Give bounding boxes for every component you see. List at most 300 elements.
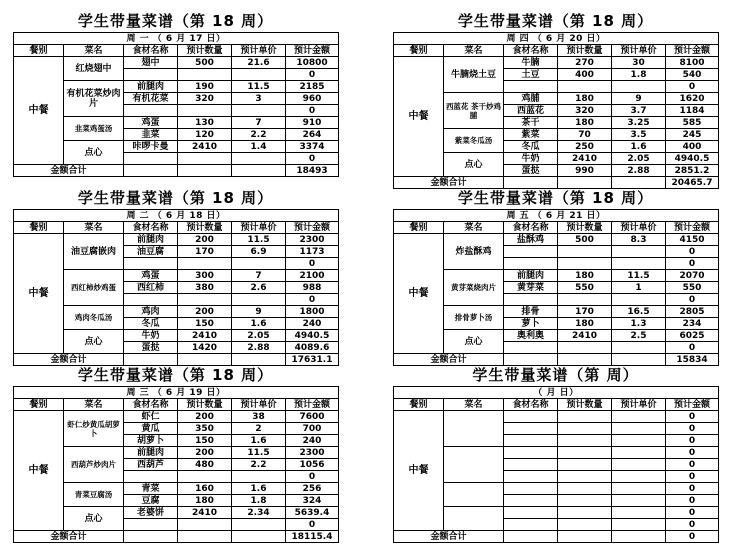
unit-price-cell xyxy=(232,519,286,531)
ingredient-cell: 前腿肉 xyxy=(124,234,178,246)
quantity-cell: 180 xyxy=(558,93,612,105)
ingredient-cell xyxy=(124,258,178,270)
amount-cell: 2805 xyxy=(666,306,719,318)
day-header: 周 四 （ 6 月 20 日） xyxy=(394,33,719,45)
column-header: 预计数量 xyxy=(558,222,612,234)
unit-price-cell: 11.5 xyxy=(232,81,286,93)
unit-price-cell: 9 xyxy=(612,93,666,105)
meal-type: 中餐 xyxy=(14,234,64,354)
amount-cell: 0 xyxy=(666,411,719,423)
amount-cell: 3374 xyxy=(286,141,339,153)
quantity-cell: 150 xyxy=(178,318,232,330)
amount-cell: 245 xyxy=(666,129,719,141)
amount-cell: 240 xyxy=(286,318,339,330)
unit-price-cell: 1.3 xyxy=(612,318,666,330)
unit-price-cell: 2.34 xyxy=(232,507,286,519)
unit-price-cell: 11.5 xyxy=(232,234,286,246)
day-header-row xyxy=(14,33,339,45)
quantity-cell: 990 xyxy=(558,165,612,177)
unit-price-cell: 1.8 xyxy=(232,495,286,507)
dish-name: 西葫芦炒肉片 xyxy=(64,447,124,483)
table-row xyxy=(394,411,719,423)
unit-price-cell xyxy=(612,411,666,423)
unit-price-cell: 2.88 xyxy=(232,342,286,354)
amount-cell: 910 xyxy=(286,117,339,129)
amount-cell: 1800 xyxy=(286,306,339,318)
unit-price-cell: 1.8 xyxy=(612,69,666,81)
column-header: 预计单价 xyxy=(232,222,286,234)
menu-title: 学生带量菜谱（第 18 周） xyxy=(77,189,274,207)
ingredient-cell: 萝卜 xyxy=(504,318,558,330)
unit-price-cell xyxy=(612,342,666,354)
total-amount: 17631.1 xyxy=(286,354,339,366)
amount-cell: 0 xyxy=(666,447,719,459)
day-header: 周 三 （ 6 月 19 日） xyxy=(14,387,339,399)
ingredient-cell: 有机花菜 xyxy=(124,93,178,105)
unit-price-cell: 3.25 xyxy=(612,117,666,129)
dish-name: 牛腩烧土豆 xyxy=(444,57,504,93)
dish-name: 西红柿炒鸡蛋 xyxy=(64,270,124,306)
menu-title: 学生带量菜谱（第 18 周） xyxy=(457,12,654,30)
column-header: 菜名 xyxy=(64,222,124,234)
unit-price-cell: 1.6 xyxy=(612,141,666,153)
quantity-cell: 500 xyxy=(178,57,232,69)
table-row xyxy=(394,234,719,246)
day-header-row xyxy=(394,210,719,222)
unit-price-cell: 1.6 xyxy=(232,435,286,447)
unit-price-cell: 3.5 xyxy=(612,129,666,141)
menu-title: 学生带量菜谱（第 18 周） xyxy=(77,366,274,384)
ingredient-cell: 前腿肉 xyxy=(124,81,178,93)
unit-price-cell: 3.7 xyxy=(612,105,666,117)
total-row xyxy=(14,165,339,177)
column-header-row xyxy=(14,45,339,57)
quantity-cell xyxy=(178,153,232,165)
quantity-cell xyxy=(558,258,612,270)
quantity-cell: 200 xyxy=(178,411,232,423)
column-header: 预计单价 xyxy=(232,399,286,411)
ingredient-cell: 冬瓜 xyxy=(504,141,558,153)
quantity-cell xyxy=(558,411,612,423)
column-header-row xyxy=(14,399,339,411)
column-header: 菜名 xyxy=(444,222,504,234)
column-header-row xyxy=(394,222,719,234)
ingredient-cell xyxy=(504,519,558,531)
column-header: 预计金额 xyxy=(286,45,339,57)
ingredient-cell xyxy=(124,69,178,81)
amount-cell: 0 xyxy=(286,258,339,270)
quantity-cell: 400 xyxy=(558,69,612,81)
quantity-cell: 480 xyxy=(178,459,232,471)
quantity-cell xyxy=(558,519,612,531)
unit-price-cell: 38 xyxy=(232,411,286,423)
quantity-cell xyxy=(558,471,612,483)
dish-name: 青菜豆腐汤 xyxy=(64,483,124,507)
quantity-cell: 200 xyxy=(178,447,232,459)
menu-title: 学生带量菜谱（第 18 周） xyxy=(457,189,654,207)
dish-name: 排骨萝卜汤 xyxy=(444,306,504,330)
dish-name: 点心 xyxy=(64,330,124,354)
column-header: 食材名称 xyxy=(504,399,558,411)
amount-cell: 0 xyxy=(666,507,719,519)
meal-type: 中餐 xyxy=(14,57,64,165)
total-spacer xyxy=(612,531,666,543)
meal-type: 中餐 xyxy=(394,411,444,531)
quantity-cell: 320 xyxy=(558,105,612,117)
dish-name: 红烧翅中 xyxy=(64,57,124,81)
unit-price-cell xyxy=(612,471,666,483)
amount-cell: 400 xyxy=(666,141,719,153)
amount-cell: 264 xyxy=(286,129,339,141)
dish-name: 炸盐酥鸡 xyxy=(444,234,504,270)
unit-price-cell xyxy=(612,507,666,519)
amount-cell: 2300 xyxy=(286,447,339,459)
quantity-cell xyxy=(558,294,612,306)
quantity-cell: 190 xyxy=(178,81,232,93)
ingredient-cell xyxy=(504,435,558,447)
ingredient-cell xyxy=(504,81,558,93)
unit-price-cell xyxy=(232,294,286,306)
dish-name: 韭菜鸡蛋汤 xyxy=(64,117,124,141)
quantity-cell: 2410 xyxy=(178,507,232,519)
dish-name: 有机花菜炒肉片 xyxy=(64,81,124,117)
quantity-cell: 250 xyxy=(558,141,612,153)
ingredient-cell: 鸡脯 xyxy=(504,93,558,105)
unit-price-cell xyxy=(612,483,666,495)
quantity-cell xyxy=(558,423,612,435)
unit-price-cell xyxy=(612,258,666,270)
quantity-cell: 180 xyxy=(178,495,232,507)
total-spacer xyxy=(504,531,558,543)
amount-cell: 2185 xyxy=(286,81,339,93)
total-spacer xyxy=(124,531,178,543)
quantity-cell: 180 xyxy=(558,318,612,330)
column-header: 食材名称 xyxy=(124,45,178,57)
quantity-cell: 180 xyxy=(558,117,612,129)
quantity-cell: 70 xyxy=(558,129,612,141)
dish-name: 西蓝花 茶干炒鸡脯 xyxy=(444,93,504,129)
total-row xyxy=(14,531,339,543)
quantity-cell: 130 xyxy=(178,117,232,129)
quantity-cell xyxy=(558,447,612,459)
ingredient-cell xyxy=(124,153,178,165)
day-header-row xyxy=(14,387,339,399)
total-spacer xyxy=(178,531,232,543)
amount-cell: 700 xyxy=(286,423,339,435)
ingredient-cell: 鸡蛋 xyxy=(124,270,178,282)
amount-cell: 256 xyxy=(286,483,339,495)
ingredient-cell xyxy=(504,411,558,423)
unit-price-cell xyxy=(612,81,666,93)
total-spacer xyxy=(124,165,178,177)
column-header: 预计数量 xyxy=(558,45,612,57)
amount-cell: 1056 xyxy=(286,459,339,471)
quantity-cell xyxy=(558,435,612,447)
unit-price-cell xyxy=(612,423,666,435)
amount-cell: 0 xyxy=(666,471,719,483)
amount-cell: 234 xyxy=(666,318,719,330)
quantity-cell: 270 xyxy=(558,57,612,69)
dish-name: 紫菜冬瓜汤 xyxy=(444,129,504,153)
dish-name xyxy=(444,411,504,447)
quantity-cell: 150 xyxy=(178,435,232,447)
ingredient-cell: 西蓝花 xyxy=(504,105,558,117)
ingredient-cell: 蛋挞 xyxy=(504,165,558,177)
column-header: 预计数量 xyxy=(178,399,232,411)
amount-cell: 0 xyxy=(666,342,719,354)
amount-cell: 0 xyxy=(666,81,719,93)
amount-cell: 0 xyxy=(286,105,339,117)
column-header: 菜名 xyxy=(64,45,124,57)
quantity-cell: 2410 xyxy=(558,153,612,165)
column-header: 餐别 xyxy=(394,399,444,411)
quantity-cell: 380 xyxy=(178,282,232,294)
amount-cell: 540 xyxy=(666,69,719,81)
quantity-cell: 550 xyxy=(558,282,612,294)
quantity-cell xyxy=(558,459,612,471)
unit-price-cell: 2.05 xyxy=(232,330,286,342)
column-header: 菜名 xyxy=(444,45,504,57)
amount-cell: 585 xyxy=(666,117,719,129)
amount-cell: 0 xyxy=(666,483,719,495)
total-row xyxy=(394,531,719,543)
amount-cell: 0 xyxy=(666,495,719,507)
total-amount: 18115.4 xyxy=(286,531,339,543)
total-amount: 15834 xyxy=(666,354,719,366)
amount-cell: 0 xyxy=(286,153,339,165)
day-header: 周 二 （ 6 月 18 日） xyxy=(14,210,339,222)
dish-name xyxy=(444,507,504,531)
quantity-cell: 2410 xyxy=(178,330,232,342)
quantity-cell: 200 xyxy=(178,234,232,246)
column-header: 预计单价 xyxy=(612,222,666,234)
quantity-cell xyxy=(558,81,612,93)
ingredient-cell: 油豆腐 xyxy=(124,246,178,258)
column-header: 菜名 xyxy=(444,399,504,411)
amount-cell: 1184 xyxy=(666,105,719,117)
column-header: 预计数量 xyxy=(558,399,612,411)
column-header: 预计金额 xyxy=(286,399,339,411)
dish-name xyxy=(444,483,504,507)
unit-price-cell xyxy=(612,459,666,471)
ingredient-cell: 黄芽菜 xyxy=(504,282,558,294)
unit-price-cell xyxy=(612,519,666,531)
quantity-cell: 200 xyxy=(178,306,232,318)
amount-cell: 2070 xyxy=(666,270,719,282)
ingredient-cell: 牛奶 xyxy=(124,330,178,342)
unit-price-cell: 11.5 xyxy=(612,270,666,282)
amount-cell: 10800 xyxy=(286,57,339,69)
amount-cell: 6025 xyxy=(666,330,719,342)
amount-cell: 0 xyxy=(666,435,719,447)
quantity-cell: 180 xyxy=(558,270,612,282)
quantity-cell xyxy=(178,69,232,81)
quantity-cell xyxy=(558,483,612,495)
total-label: 金额合计 xyxy=(14,354,124,366)
quantity-cell: 350 xyxy=(178,423,232,435)
table-row xyxy=(14,234,339,246)
menu-blank-template xyxy=(393,364,718,543)
quantity-cell: 320 xyxy=(178,93,232,105)
total-label: 金额合计 xyxy=(14,531,124,543)
ingredient-cell: 奥利奥 xyxy=(504,330,558,342)
column-header: 预计单价 xyxy=(232,45,286,57)
ingredient-cell: 牛腩 xyxy=(504,57,558,69)
unit-price-cell xyxy=(232,258,286,270)
ingredient-cell: 老婆饼 xyxy=(124,507,178,519)
total-spacer xyxy=(232,531,286,543)
amount-cell: 4940.5 xyxy=(666,153,719,165)
unit-price-cell: 2.6 xyxy=(232,282,286,294)
amount-cell: 2851.2 xyxy=(666,165,719,177)
amount-cell: 0 xyxy=(666,246,719,258)
column-header: 餐别 xyxy=(14,222,64,234)
ingredient-cell: 盐酥鸡 xyxy=(504,234,558,246)
amount-cell: 0 xyxy=(666,258,719,270)
total-label: 金额合计 xyxy=(14,165,124,177)
quantity-cell xyxy=(178,519,232,531)
table-row xyxy=(394,57,719,69)
meal-type: 中餐 xyxy=(394,57,444,177)
ingredient-cell: 豆腐 xyxy=(124,495,178,507)
ingredient-cell xyxy=(504,447,558,459)
menu-table xyxy=(393,32,719,189)
amount-cell: 0 xyxy=(666,423,719,435)
unit-price-cell: 2.2 xyxy=(232,129,286,141)
amount-cell: 988 xyxy=(286,282,339,294)
unit-price-cell xyxy=(612,294,666,306)
ingredient-cell xyxy=(124,519,178,531)
menu-friday xyxy=(393,187,718,366)
day-header: （ 月 日） xyxy=(394,387,719,399)
ingredient-cell: 咔啰卡曼 xyxy=(124,141,178,153)
amount-cell: 2300 xyxy=(286,234,339,246)
unit-price-cell: 6.9 xyxy=(232,246,286,258)
column-header: 预计金额 xyxy=(666,399,719,411)
unit-price-cell: 11.5 xyxy=(232,447,286,459)
ingredient-cell: 土豆 xyxy=(504,69,558,81)
column-header: 食材名称 xyxy=(504,222,558,234)
quantity-cell: 120 xyxy=(178,129,232,141)
unit-price-cell: 21.6 xyxy=(232,57,286,69)
unit-price-cell: 16.5 xyxy=(612,306,666,318)
quantity-cell: 160 xyxy=(178,483,232,495)
amount-cell: 960 xyxy=(286,93,339,105)
ingredient-cell: 韭菜 xyxy=(124,129,178,141)
ingredient-cell: 西红柿 xyxy=(124,282,178,294)
column-header: 餐别 xyxy=(14,45,64,57)
menu-table xyxy=(13,209,339,366)
column-header: 预计单价 xyxy=(612,399,666,411)
dish-name: 点心 xyxy=(444,330,504,354)
column-header: 预计金额 xyxy=(666,222,719,234)
menu-wednesday xyxy=(13,364,338,543)
column-header: 食材名称 xyxy=(124,399,178,411)
menu-table xyxy=(13,386,339,543)
ingredient-cell: 翅中 xyxy=(124,57,178,69)
ingredient-cell xyxy=(124,471,178,483)
unit-price-cell xyxy=(612,435,666,447)
quantity-cell xyxy=(558,342,612,354)
unit-price-cell xyxy=(232,153,286,165)
dish-name: 虾仁炒黄瓜胡萝卜 xyxy=(64,411,124,447)
unit-price-cell: 2.2 xyxy=(232,459,286,471)
amount-cell: 7600 xyxy=(286,411,339,423)
unit-price-cell xyxy=(612,495,666,507)
ingredient-cell: 鸡肉 xyxy=(124,306,178,318)
dish-name: 点心 xyxy=(64,141,124,165)
ingredient-cell xyxy=(504,294,558,306)
unit-price-cell: 1 xyxy=(612,282,666,294)
unit-price-cell xyxy=(612,246,666,258)
amount-cell: 1173 xyxy=(286,246,339,258)
column-header: 餐别 xyxy=(14,399,64,411)
ingredient-cell: 紫菜 xyxy=(504,129,558,141)
total-amount: 20465.7 xyxy=(666,177,719,189)
ingredient-cell: 蛋挞 xyxy=(124,342,178,354)
unit-price-cell: 7 xyxy=(232,270,286,282)
ingredient-cell: 前腿肉 xyxy=(504,270,558,282)
total-label: 金额合计 xyxy=(394,177,504,189)
ingredient-cell: 青菜 xyxy=(124,483,178,495)
unit-price-cell: 2.88 xyxy=(612,165,666,177)
quantity-cell: 2410 xyxy=(558,330,612,342)
ingredient-cell: 牛奶 xyxy=(504,153,558,165)
dish-name: 点心 xyxy=(444,153,504,177)
unit-price-cell: 2.5 xyxy=(612,330,666,342)
ingredient-cell: 排骨 xyxy=(504,306,558,318)
quantity-cell xyxy=(558,507,612,519)
ingredient-cell: 鸡蛋 xyxy=(124,117,178,129)
menu-table xyxy=(393,386,719,543)
ingredient-cell: 前腿肉 xyxy=(124,447,178,459)
unit-price-cell: 1.6 xyxy=(232,318,286,330)
menu-thursday xyxy=(393,10,718,189)
amount-cell: 4150 xyxy=(666,234,719,246)
dish-name: 油豆腐嵌肉 xyxy=(64,234,124,270)
menu-table xyxy=(13,32,339,177)
column-header: 预计数量 xyxy=(178,222,232,234)
quantity-cell: 170 xyxy=(558,306,612,318)
column-header-row xyxy=(14,222,339,234)
amount-cell: 8100 xyxy=(666,57,719,69)
amount-cell: 324 xyxy=(286,495,339,507)
column-header: 预计金额 xyxy=(286,222,339,234)
amount-cell: 0 xyxy=(286,471,339,483)
amount-cell: 0 xyxy=(286,519,339,531)
ingredient-cell xyxy=(504,495,558,507)
day-header-row xyxy=(394,33,719,45)
column-header: 预计数量 xyxy=(178,45,232,57)
meal-type: 中餐 xyxy=(14,411,64,531)
ingredient-cell: 冬瓜 xyxy=(124,318,178,330)
column-header-row xyxy=(394,45,719,57)
unit-price-cell: 2.05 xyxy=(612,153,666,165)
day-header: 周 一 （ 6 月 17 日） xyxy=(14,33,339,45)
amount-cell: 0 xyxy=(286,294,339,306)
ingredient-cell xyxy=(124,105,178,117)
unit-price-cell: 2 xyxy=(232,423,286,435)
dish-name xyxy=(444,447,504,483)
column-header: 餐别 xyxy=(394,45,444,57)
quantity-cell xyxy=(178,471,232,483)
meal-type: 中餐 xyxy=(394,234,444,354)
ingredient-cell xyxy=(504,507,558,519)
total-amount: 18493 xyxy=(286,165,339,177)
total-label: 金额合计 xyxy=(394,531,504,543)
ingredient-cell xyxy=(504,459,558,471)
total-amount: 0 xyxy=(666,531,719,543)
